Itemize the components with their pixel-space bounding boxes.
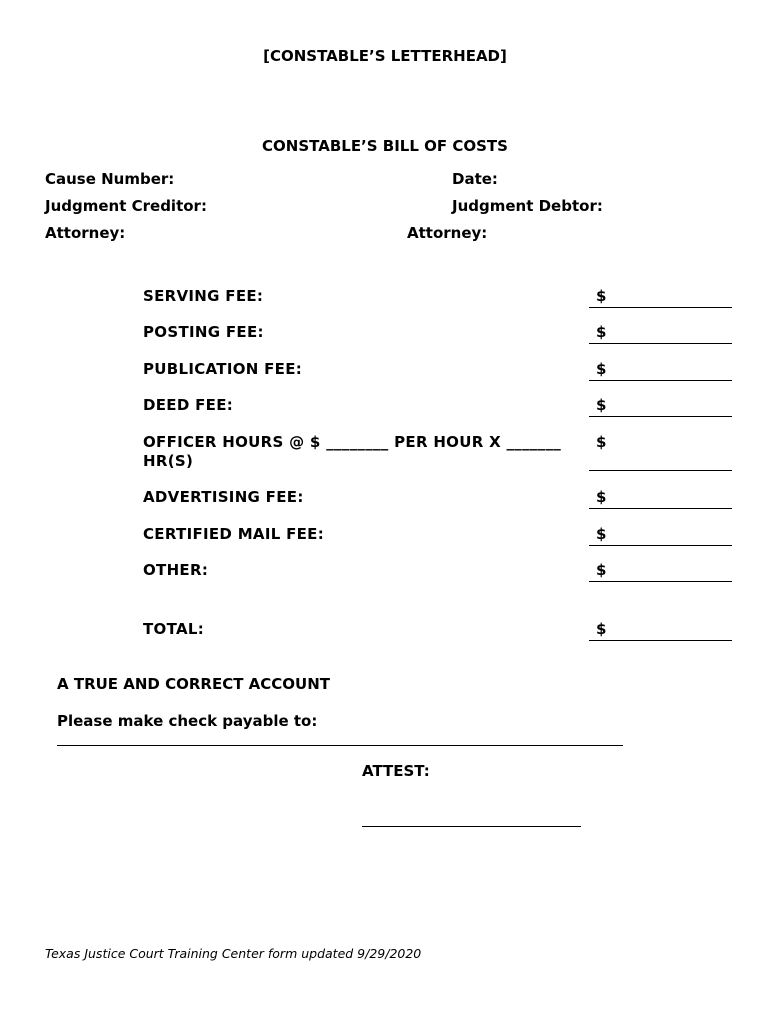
certified-mail-fee-label: CERTIFIED MAIL FEE:: [143, 525, 325, 543]
date-label: Date:: [452, 170, 498, 188]
other-fee-amount: [589, 561, 732, 582]
deed-fee-label: DEED FEE:: [143, 396, 234, 414]
judgment-creditor-label: Judgment Creditor:: [45, 197, 207, 215]
officer-hours-label: OFFICER HOURS @ $ ________ PER HOUR X _______ HR(S): [143, 433, 562, 470]
payable-to-label: Please make check payable to:: [57, 712, 318, 730]
officer-hours-amount: [589, 433, 732, 471]
attorney-left-label: Attorney:: [45, 224, 126, 242]
currency-symbol: $: [596, 360, 607, 378]
other-fee-label: OTHER:: [143, 561, 209, 579]
currency-symbol: $: [596, 396, 607, 414]
advertising-fee-amount: [589, 488, 732, 509]
deed-fee-amount: [589, 396, 732, 417]
serving-fee-label: SERVING FEE:: [143, 287, 264, 305]
total-amount: [589, 620, 732, 641]
currency-symbol: $: [596, 561, 607, 579]
cause-number-label: Cause Number:: [45, 170, 175, 188]
currency-symbol: $: [596, 323, 607, 341]
currency-symbol: $: [596, 525, 607, 543]
currency-symbol: $: [596, 488, 607, 506]
attest-label: ATTEST:: [362, 762, 430, 780]
serving-fee-amount: [589, 287, 732, 308]
footer-note: Texas Justice Court Training Center form updated 9/29/2020: [45, 946, 422, 961]
total-label: TOTAL:: [143, 620, 205, 638]
payee-line: [57, 745, 623, 746]
letterhead: [CONSTABLE’S LETTERHEAD]: [263, 47, 507, 65]
posting-fee-label: POSTING FEE:: [143, 323, 264, 341]
currency-symbol: $: [596, 433, 607, 451]
publication-fee-label: PUBLICATION FEE:: [143, 360, 303, 378]
attest-signature-line: [362, 826, 581, 827]
attorney-right-label: Attorney:: [407, 224, 488, 242]
advertising-fee-label: ADVERTISING FEE:: [143, 488, 304, 506]
certified-mail-fee-amount: [589, 525, 732, 546]
judgment-debtor-label: Judgment Debtor:: [452, 197, 603, 215]
currency-symbol: $: [596, 287, 607, 305]
publication-fee-amount: [589, 360, 732, 381]
currency-symbol: $: [596, 620, 607, 638]
posting-fee-amount: [589, 323, 732, 344]
page-title: CONSTABLE’S BILL OF COSTS: [262, 137, 508, 155]
account-statement: A TRUE AND CORRECT ACCOUNT: [57, 675, 331, 693]
